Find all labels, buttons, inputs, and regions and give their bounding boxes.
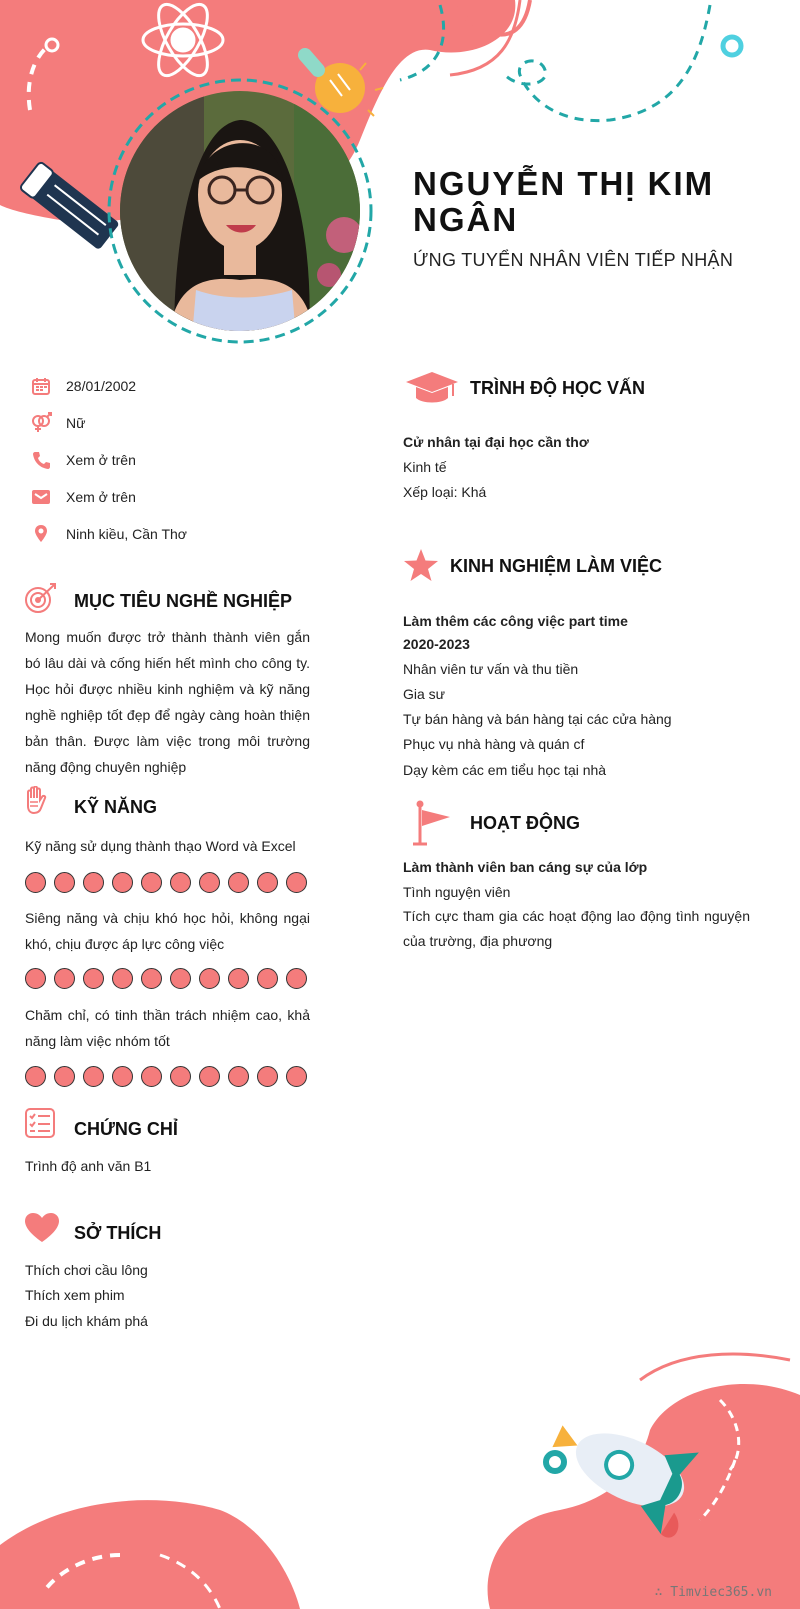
rating-dot bbox=[112, 968, 133, 989]
phone-icon bbox=[30, 449, 52, 471]
certificates-title: CHỨNG CHỈ bbox=[74, 1119, 178, 1139]
skill-3-label: Chăm chỉ, có tinh thần trách nhiệm cao, khả năng làm việc nhóm tốt bbox=[25, 1007, 310, 1049]
objective-title: MỤC TIÊU NGHỀ NGHIỆP bbox=[74, 591, 293, 611]
experience-item: Dạy kèm các em tiểu học tại nhà bbox=[403, 762, 607, 778]
birthday-value: 28/01/2002 bbox=[66, 378, 137, 394]
heart-icon bbox=[24, 1212, 60, 1249]
hand-icon bbox=[24, 786, 48, 823]
address-row bbox=[30, 522, 187, 546]
rating-dot bbox=[286, 872, 307, 893]
flag-icon bbox=[410, 800, 454, 851]
rating-dot bbox=[83, 1066, 104, 1087]
rating-dot bbox=[286, 968, 307, 989]
rating-dot bbox=[54, 872, 75, 893]
rating-dot bbox=[83, 872, 104, 893]
experience-item: Nhân viên tư vấn và thu tiền bbox=[403, 661, 579, 677]
hobbies-title: SỞ THÍCH bbox=[74, 1223, 162, 1243]
rating-dot bbox=[141, 872, 162, 893]
birthday-row bbox=[30, 374, 136, 398]
experience-item: Gia sư bbox=[403, 686, 446, 702]
rating-dot bbox=[170, 968, 191, 989]
skill-3-rating bbox=[25, 1066, 307, 1087]
experience-item: Phục vụ nhà hàng và quán cf bbox=[403, 736, 585, 752]
graduation-cap-icon bbox=[405, 370, 459, 411]
rating-dot bbox=[199, 968, 220, 989]
certificate-item: Trình độ anh văn B1 bbox=[25, 1158, 152, 1174]
rating-dot bbox=[112, 872, 133, 893]
rating-dot bbox=[170, 872, 191, 893]
skill-1-rating bbox=[25, 872, 307, 893]
skill-2-label: Siêng năng và chịu khó học hỏi, không ngại khó, chịu được áp lực công việc bbox=[25, 910, 310, 952]
hobby-item: Thích xem phim bbox=[25, 1287, 125, 1303]
email-icon bbox=[30, 486, 52, 508]
rating-dot bbox=[228, 1066, 249, 1087]
applied-position: ỨNG TUYỂN NHÂN VIÊN TIẾP NHẬN bbox=[413, 250, 734, 270]
candidate-name: NGUYỄN THỊ KIM NGÂN bbox=[413, 165, 715, 238]
rating-dot bbox=[257, 1066, 278, 1087]
gender-value: Nữ bbox=[66, 415, 86, 431]
gender-row bbox=[30, 411, 85, 435]
star-icon bbox=[403, 548, 439, 587]
location-pin-icon bbox=[30, 523, 52, 545]
rating-dot bbox=[141, 968, 162, 989]
rating-dot bbox=[228, 872, 249, 893]
rating-dot bbox=[25, 1066, 46, 1087]
rating-dot bbox=[257, 968, 278, 989]
calendar-icon bbox=[30, 375, 52, 397]
activities-title: HOẠT ĐỘNG bbox=[470, 813, 580, 833]
skill-2-rating bbox=[25, 968, 307, 989]
objective-text: Mong muốn được trở thành thành viên gắn bó lâu dài và cống hiến hết mình cho công ty. Học hỏi được nhiều kinh nghiệm và kỹ năng nghề nghiệp tốt đẹp để ngày càng hoàn thiện bản thân. Được làm việc trong môi trường năng động chuyên nghiệp bbox=[25, 629, 310, 775]
education-school: Cử nhân tại đại học cần thơ bbox=[403, 434, 589, 450]
education-title: TRÌNH ĐỘ HỌC VẤN bbox=[470, 378, 645, 398]
experience-item: Tự bán hàng và bán hàng tại các cửa hàng bbox=[403, 711, 672, 727]
experience-heading: Làm thêm các công việc part time bbox=[403, 613, 628, 629]
activity-item: Tình nguyện viên bbox=[403, 884, 511, 900]
education-grade: Xếp loại: Khá bbox=[403, 484, 487, 500]
hobby-item: Thích chơi cầu lông bbox=[25, 1262, 148, 1278]
rating-dot bbox=[170, 1066, 191, 1087]
experience-title: KINH NGHIỆM LÀM VIỆC bbox=[450, 556, 663, 576]
gender-icon bbox=[30, 412, 52, 434]
rating-dot bbox=[199, 1066, 220, 1087]
experience-period: 2020-2023 bbox=[403, 636, 470, 652]
checklist-icon bbox=[24, 1107, 56, 1144]
rating-dot bbox=[83, 968, 104, 989]
email-value: Xem ở trên bbox=[66, 489, 136, 505]
hobby-item: Đi du lịch khám phá bbox=[25, 1313, 148, 1329]
activity-item: Tích cực tham gia các hoạt động lao động tình nguyện của trường, địa phương bbox=[403, 908, 750, 949]
target-icon bbox=[24, 582, 58, 619]
skills-title: KỸ NĂNG bbox=[74, 797, 158, 817]
address-value: Ninh kiều, Cần Thơ bbox=[66, 526, 187, 542]
education-major: Kinh tế bbox=[403, 459, 447, 475]
skill-1-label: Kỹ năng sử dụng thành thạo Word và Excel bbox=[25, 838, 296, 854]
activities-heading: Làm thành viên ban cáng sự của lớp bbox=[403, 859, 648, 875]
rating-dot bbox=[199, 872, 220, 893]
watermark: ∴ Timviec365.vn bbox=[654, 1585, 772, 1600]
phone-value: Xem ở trên bbox=[66, 452, 136, 468]
profile-photo bbox=[114, 85, 366, 337]
rating-dot bbox=[25, 968, 46, 989]
rating-dot bbox=[25, 872, 46, 893]
rating-dot bbox=[54, 1066, 75, 1087]
rating-dot bbox=[141, 1066, 162, 1087]
email-row bbox=[30, 485, 136, 509]
rating-dot bbox=[228, 968, 249, 989]
rating-dot bbox=[257, 872, 278, 893]
phone-row bbox=[30, 448, 136, 472]
rating-dot bbox=[54, 968, 75, 989]
rating-dot bbox=[112, 1066, 133, 1087]
rating-dot bbox=[286, 1066, 307, 1087]
